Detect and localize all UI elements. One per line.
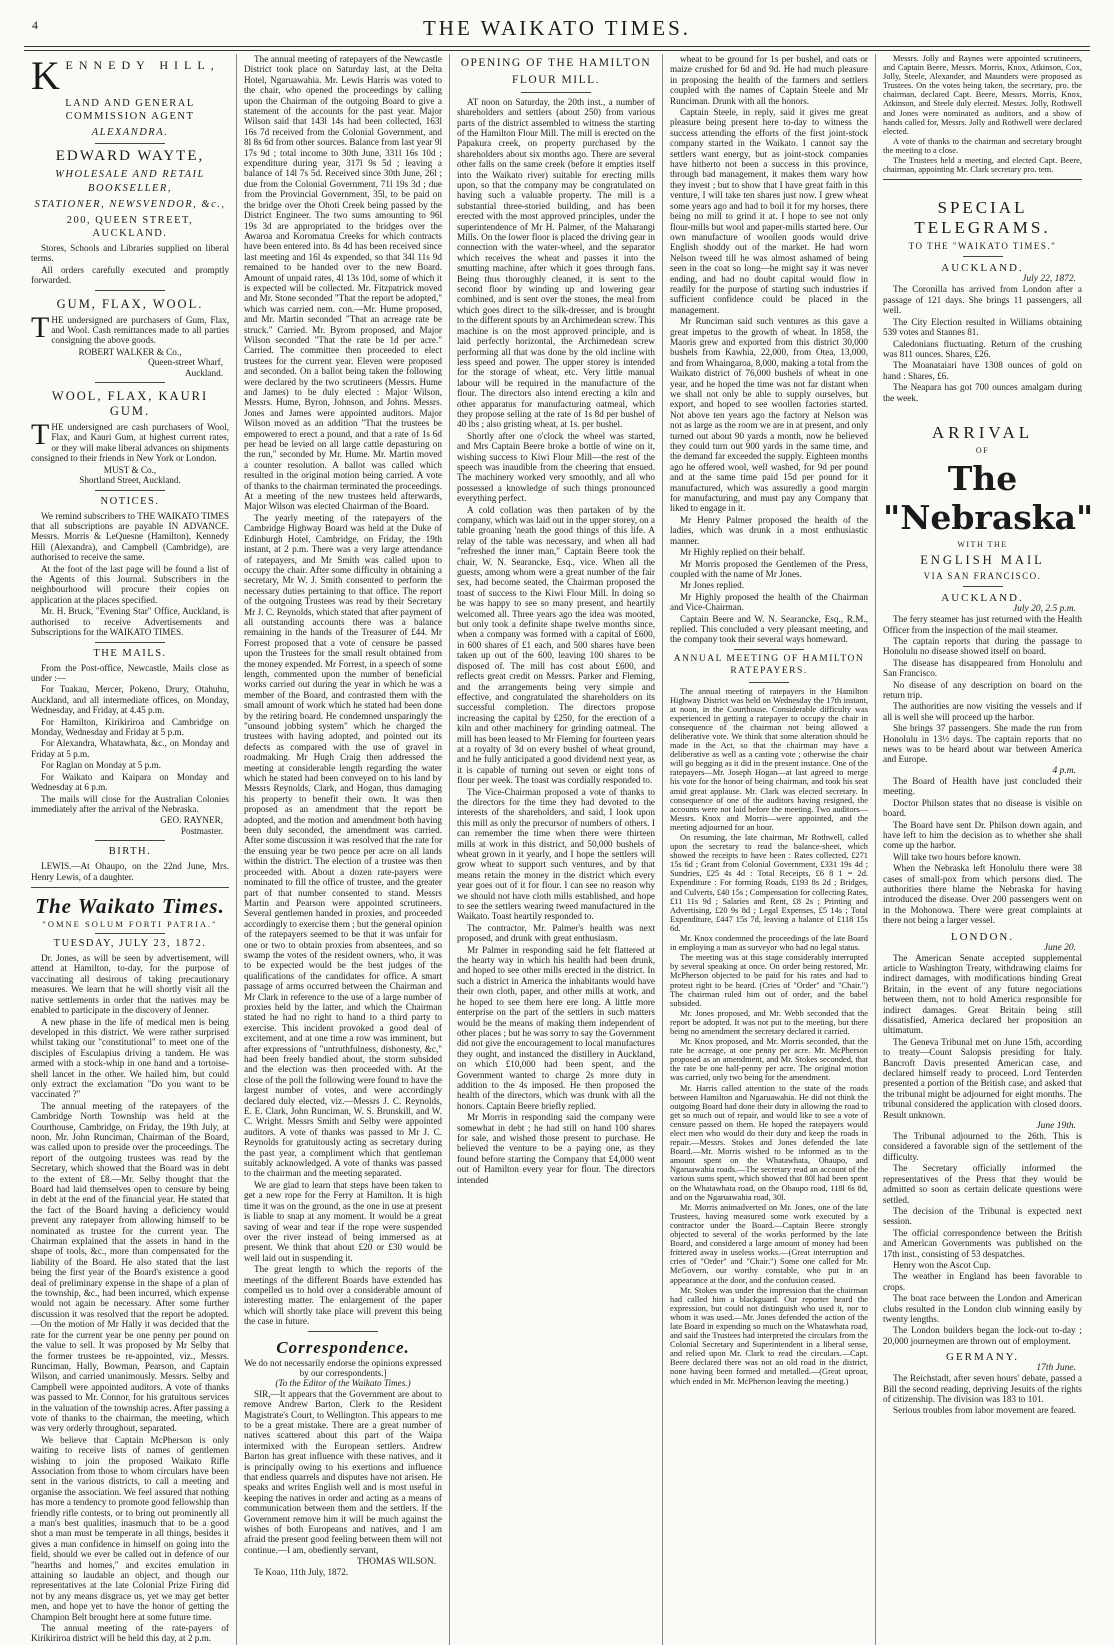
telegram-text: No disease of any description on board on the return trip. — [883, 679, 1082, 701]
nebraska-heading: The "Nebraska" — [883, 458, 1094, 537]
article-paragraph: Shortly after one o'clock the wheel was started, and Mrs Captain Beere broke a bottle of wine on it, wishing success to Kiwi Flour Mill—the rest of the speech was inaudible from the cheering that ensued. The machinery worked very smoothly, and all who possessed a knowledge of such things pronounced everything perfect. — [457, 430, 655, 504]
telegram-date: July 20, 2.5 p.m. — [1012, 604, 1076, 615]
telegram-text: Serious troubles from labor movement are feared. — [893, 1405, 1076, 1416]
article-paragraph: Captain Steele, in reply, said it gives me great pleasure being present here to-day to witness the success attending the efforts of the first joint-stock company started in the Waikato. I cannot say the settlers want energy, but as joint-stock companies have hitherto not been a success in this province, through bad management, it makes them wary how they invest ; but to show that I have great faith in this venture, I will take ten shares just now. I grew wheat some years ago and had to boil it for my horses, there being no mill to grind it at. I hope to see not only flour-mills but wool and paper-mills started here. Our own manufacture of woollen goods would drive English shoddy out of the market. He had worn Nelson tweed till he was almost ashamed of being seen in the coat so long—he might say it was never ending, and had no doubt capital would flow in readily for the purpose of starting such industries if sufficient confidence could be placed in the management. — [670, 107, 868, 315]
kennedy-hill-header: K ENNEDY HILL, — [31, 53, 220, 98]
mails-text: For Hamilton, Kirikiriroa and Cambridge on Monday, Wednesday and Friday at 5 p.m. — [31, 716, 229, 738]
wayte-line2: STATIONER, NEWSVENDOR, &c., — [34, 198, 226, 210]
telegram-text: The Secretary officially informed the representatives of the Press that they would be admitted so soon as certain delicate questions were settled. — [883, 1163, 1082, 1205]
correspondence-heading: Correspondence. — [276, 1337, 410, 1357]
telegram-date: June 19th. — [1036, 1121, 1076, 1132]
article-paragraph: The great length to which the reports of the meetings of the different Boards have extended has compelled us to hold over a considerable amount of interesting matter. The enlargement of the paper which will shortly take place will prevent this being the case in future. — [244, 1264, 442, 1327]
correspondence-note: (To the Editor of the Waikato Times.) — [275, 1378, 411, 1389]
masthead-rule — [24, 46, 1090, 47]
divider — [883, 179, 1082, 180]
mill-heading: OPENING OF THE HAMILTON — [460, 57, 652, 69]
article-paragraph: Mr Morris in responding said the company were somewhat in debt ; he had still on hand 100 shares for sale, and wished those present to purchase. He believed the venture to be a paying one, as they found before starting the Company that £4,000 went out of Hamilton every year for flour. The directors intended — [457, 1112, 655, 1185]
wayte-line3: 200, QUEEN STREET, AUCKLAND. — [66, 214, 194, 239]
telegram-place: AUCKLAND. — [941, 592, 1024, 605]
arrival-with: WITH THE — [957, 539, 1008, 549]
article-paragraph: The contractor, Mr. Palmer's health was next proposed, and drunk with great enthusiasm. — [457, 922, 655, 944]
wool-signature: MUST & Co., — [103, 464, 157, 475]
page-columns — [24, 53, 1094, 1644]
mails-signature: Postmaster. — [180, 825, 223, 836]
paper-motto: "OMNE SOLUM FORTI PATRIA." — [42, 919, 218, 930]
divider — [95, 490, 165, 491]
editorial-paragraph: We believe that Captain McPherson is only waiting to receive lists of names of gentlemen wishing to join the proposed Waikato Rifle Association from those to whom circulars have been sent in the various districts, to call a meeting and organise the association. We feel assured that nothing has more a tendency to promote good fellowship than friendly rifle contests, or to bring out prominently all a man's best qualities, inasmuch that to be a good shot a man must be temperate in all things, besides it gives a man confidence in himself on going into the field, should we ever be called out in defence of our "hearths and homes," and excites emulation in attaining so laudable an object, and though our representatives at the late Colonial Prize Firing did not by any means disgrace us, yet we may get better men, and hope yet to have the honor of getting the Champion Belt brought here at some future time. — [31, 1434, 229, 1622]
article-paragraph: We are glad to learn that steps have been taken to get a new rope for the Ferry at Hamilton. It is high time it was on the ground, as the one in use at present is liable to snap at any moment. It would be a great saving of wear and tear if the rope were suspended over the river instead of being immersed as at present. We think that about £20 or £30 would be well laid out in suspending it. — [244, 1179, 442, 1263]
meeting-paragraph: On resuming, the late chairman, Mr Rothwell, called upon the secretary to read the balance-sheet, which showed the receipts to have been : Rates collected, £271 15s 6d ; Grant from Colonial Government, £331 19s 4d ; Sundries, £25 4s 4d : Total Receipts, £6 8 1 = 2d. Expenditure : For forming Roads, £193 8s 2d ; Bridges, and Culverts, £40 15s ; Compensation for collecting Rates, £11 11s 9d ; Salaries and Rent, £8 2s ; Printing and Advertising, £20 9s 8d ; Legal Expenses, £5 14s ; Total Expenditure, £447 15s 7d, leaving a balance of £118 15s 6d. — [670, 833, 868, 933]
letter-text: SIR,—It appears that the Government are about to remove Andrew Barton, Clerk to the Resident Magistrate's Court, to Wellington. This appears to me to be a great mistake. There are a great number of natives scattered about this part of the Waipa intermixed with the European settlers. Andrew Barton has great influence with these natives, and it is principally owing to his exertions and influence that endless quarrels and disputes have not arisen. He speaks and writes English well and is most useful in keeping the natives in order and acting as a means of communication between them and the settlers. If the Government remove him it will be much against the wishes of both Europeans and natives, and I am afraid the present good feeling between them will not continue.—I am, obediently servant, — [244, 1388, 442, 1555]
correspondence-note: We do not necessarily endorse the opinions expressed by our correspondents.] — [244, 1357, 442, 1378]
notices-text: Mr. H. Bruck, "Evening Star" Office, Auckland, is authorised to receive Advertisements and Subscriptions for the WAIKATO TIMES. — [31, 606, 229, 638]
article-paragraph: Mr Henry Palmer proposed the health of the ladies, which was drunk in a most enthusiastic manner. — [670, 514, 868, 546]
wayte-name: EDWARD WAYTE, — [55, 148, 205, 165]
telegram-time: 4 p.m. — [1052, 765, 1076, 776]
paper-date: TUESDAY, JULY 23, 1872. — [53, 938, 207, 950]
divider — [963, 586, 1003, 587]
paper-title: The Waikato Times. — [35, 894, 225, 919]
meeting-paragraph: Mr. Stokes was under the impression that the chairman had called him a blackguard. Our reporter heard the expression, but could not distinguish who used it, nor to whom it was used.—Mr. Jones defended the action of the late Board in expending so much on the Whatawhata road, and said the Trustees had interpreted the circulars from the Colonial Secretary and Superintendent in a liberal sense, and relied upon Mr. Clark to read the circulars.—Capt. Beere declared there was not an old road in the district, none having been formed and metalled.—(Great uproar, which ended in Mr. McPherson leaving the meeting.) — [670, 1285, 868, 1386]
meeting-paragraph: Mr. Harris called attention to the state of the roads between Hamilton and Ngaruawahia. He did not think the outgoing Board had done their duty in allowing the road to get so much out of repair, and would like to see a vote of censure passed on them. He hoped the ratepayers would elect men who would do their duty and keep the roads in repair.—Messrs. Stokes and Jones defended the late Board.—Mr. Morris wished to be informed as to the amount spent on the Whatawhata, Ohaupo, and Ngaruawahia roads.—The secretary read an account of the various sums spent, which showed that 80l had been spent on the Whatawhata road, on the Ohaupo road, 118l 6s 8d, and on the Ngaruawahia road, 30l. — [670, 1083, 868, 1202]
column-3 — [450, 54, 663, 1645]
article-paragraph: Mr Palmer in responding said he felt flattered at the hearty way in which his health had been drunk, and hoped to see other mills erected in the district. In such a district in America the inhabitants would have their own cloth, paper, and other mills at work, and he hoped to see them here ere long. A little more enterprise on the part of the settlers in such matters would be the means of making them independent of other places ; but he was sorry to say the Government did not give the encouragement to local manufactures they ought, and instanced the distillery in Auckland, on which £10,000 had been spent, and the Government wanted to charge 2s more duty in addition to the 4s imposed. He then proposed the health of the directors, which was drunk with all the honors. Captain Beere briefly replied. — [457, 944, 655, 1111]
article-paragraph: The annual meeting of ratepayers of the Newcastle District took place on Saturday last, at the Delta Hotel, Ngaruawahia. Mr. Lewis Harris was voted to the chair, who opened the proceedings by calling upon the Chairman of the outgoing Board to give a statement of the accounts for the past year. Major Wilson said that 143l 14s had been collected, 163l 16s 7d received from the Colonial Government, and 8l 8s 6d from other sources. Balance from last year 9l 17s 9d ; total income to 30th June, 331l 16s 10d ; expenditure during year, 317l 9s 5d ; leaving a balance of 14l 7s 5d. Received since 30th June, 26l ; due from the Colonial Government, 71l 19s 3d ; due from the Provincial Government, 35l, to be paid on the bridge over the Ohoti Creek being passed by the District Engineer. The two sums amounting to 96l 19s 3d are appropriated to the bridges over the Awaroa and Koromatua Creeks for which contracts have been entered into. 8s 4d has been received since last meeting and 16l 4s expended, so that 34l 11s 9d remained to be handed over to the new Board. Amount of unpaid rates, 4l 13s 10d, some of which it is expected will be collected. Mr. Fitzpatrick moved and Mr. Stone seconded "That the report be adopted," which was carried nem. con.—Mr. Hume proposed, and Mr. Martin seconded "That an acreage rate be struck." Carried. Mr. Byrom proposed, and Major Wilson seconded "That the rate be 1d per acre." Carried. The committee then proceeded to elect trustees for the current year. Eleven were proposed and seconded. On a ballot being taken the following were declared by the two scrutineers (Messrs. Hume and James) to be duly elected : Major Wilson, Messrs. Hume, Byron, Johnson, and Johns. Messrs. Jones and James were appointed auditors. Major Wilson moved as an addition "That the trustees be empowered to erect a pound, and that a rate of 1s 6d per head be levied on all large cattle depasturing on the run," seconded by Mr. Hume. Mr. Martin moved a counter resolution. A ballot was called which resulted in the original motion being carried. A vote of thanks to the chairman terminated the proceedings. At a meeting of the new trustees held afterwards, Major Wilson was elected Chairman of the Board. — [244, 54, 442, 512]
mails-text: For Alexandra, Whatawhata, &c., on Monday and Friday at 5 p.m. — [31, 738, 229, 759]
mails-text: For Tuakau, Mercer, Pokeno, Drury, Otahuhu, Auckland, and all intermediate offices, on Monday, Wednesday, and Friday, at 4.45 p.m. — [31, 684, 229, 716]
telegram-text: The Coronilla has arrived from London after a passage of 121 days. She brings 11 passengers, all well. — [883, 284, 1082, 316]
mails-text: The mails will close for the Australian Colonies immediately after the arrival of the Nebraska. — [31, 793, 229, 814]
gum-heading: GUM, FLAX, WOOL. — [56, 296, 204, 311]
special-telegrams-sub: TO THE "WAIKATO TIMES." — [908, 241, 1057, 252]
article-paragraph: A cold collation was then partaken of by the company, which was laid out in the upper storey, on a table groaning 'neath the good things of this life. A relay of the table was necessary, and when all had "refreshed the inner man," Captain Beere took the chair, W. N. Searancke, Esq., vice. When all the guests, among whom were a great number of the fair sex, had become seated, the Chairman proposed the toast of success to the Kiwi Flour Mill. In doing so he was happy to see so many present, and heartily welcomed all. Three years ago the idea was mooted, but only took a definite shape twelve months since, when a company was formed with a capital of £600, in 600 shares of £1 each, and 500 shares have been taken up out of the 600, leaving 100 shares to be disposed of. The mill has cost about £600, and reflects great credit on Messrs. Parker and Fleming, and the arrangements being very simple and effective, and congratulated the shareholders on its successful completion. The directors propose increasing the capital by £250, for the erection of a kiln and other machinery for grinding oatmeal. The mill has been leased to Mr Fleming for fourteen years at a royalty of 3d on every bushel of wheat ground, and he fully anticipated a good dividend next year, as it is capable of turning out seven or eight tons of flour per week. The toast was cordially responded to. — [457, 504, 655, 786]
telegram-text: The Tribunal adjourned to the 26th. This is considered a favorable sign of the settlement of the difficulty. — [883, 1131, 1082, 1162]
mill-heading: FLOUR MILL. — [511, 74, 601, 87]
telegram-text: The Neapara has got 700 ounces amalgam during the week. — [883, 382, 1082, 403]
telegram-text: Will take two hours before known. — [893, 851, 1021, 862]
telegram-place: GERMANY. — [946, 1351, 1019, 1364]
divider — [95, 143, 165, 144]
letter-place: Te Koao, 11th July, 1872. — [254, 1566, 349, 1577]
meeting-paragraph: The Trustees held a meeting, and elected Capt. Beere, chairman, appointing Mr. Clark secretary pro. tem. — [883, 156, 1082, 175]
divider — [95, 933, 165, 934]
divider — [31, 887, 229, 888]
kennedy-sub: LAND AND GENERAL COMMISSION AGENT — [65, 98, 195, 123]
article-paragraph: Mr Runciman said such ventures as this gave a great impetus to the growth of wheat. In 1858, the Maoris grew and exported from this district 30,000 bushels from Kawhia, 22,000, from Otea, 13,000, and from Whaingaroa, 8,000, making a total from the Waikato district of 76,000 bushels of wheat in one year, and he hoped the time was not far distant when we shall not only be able to supply ourselves, but export, and hoped to see woollen factories started. Not above ten years ago the factory at Nelson was not as large as the room we are in at present, and only turned out about 90 yards a month, now he believed they could turn out 900 yards in the same time, and the demand far exceeded the supply. Eighteen months ago he offered wool, well washed, for 9d per pound and at the same time paid 15d per pound for it manufactured, which was assuredly a good margin for manufacturing, and must pay any Company that liked to engage in it. — [670, 316, 868, 514]
telegram-place: AUCKLAND. — [941, 262, 1024, 275]
telegram-text: The disease has disappeared from Honolulu and San Francisco. — [883, 657, 1082, 679]
divider — [521, 92, 591, 93]
telegram-text: The ferry steamer has just returned with the Health Officer from the inspection of the mail steamer. — [883, 614, 1082, 635]
article-paragraph: The Vice-Chairman proposed a vote of thanks to the directors for the time they had devoted to the interests of the shareholders, and said, I look upon this mill as only the precursor of numbers of others. I can remember the time when there were thirteen mills at work in this district, and 50,000 bushels of wheat grown in it yearly, and I hope the settlers will grow wheat to support such ventures, and by that means retain the money in the district which every year goes out of it for flour. I can see no reason why we should not have cloth mills established, and hope to see the settlers wearing tweed manufactured in the Waikato. Toast heartily responded to. — [457, 786, 655, 922]
meeting-paragraph: A vote of thanks to the chairman and secretary brought the meeting to a close. — [883, 136, 1082, 155]
mails-heading: THE MAILS. — [93, 647, 167, 659]
special-telegrams-heading: SPECIAL TELEGRAMS. — [914, 198, 1051, 238]
meeting-paragraph: Mr. Knox condemned the proceedings of the late Board in employing a man as surveyor who had no legal status. — [670, 934, 868, 953]
masthead-rule-thin — [24, 50, 1090, 51]
masthead: THE WAIKATO TIMES. — [422, 16, 692, 40]
meeting-paragraph: The meeting was at this stage considerably interrupted by several speaking at once. On order being restored, Mr. McPherson objected to be paid for his rates and had to protest right to be heard. (Cries of "Order" and "Chair.") The chairman ruled him out of order, and the babel subsided. — [670, 953, 868, 1008]
telegram-text: Caledonians fluctuating. Return of the crushing was 811 ounces. Shares, £26. — [883, 338, 1082, 359]
wool-heading: WOOL, FLAX, KAURI GUM. — [51, 389, 209, 419]
arrival-of: OF — [975, 445, 990, 455]
notices-heading: NOTICES. — [100, 495, 160, 507]
ratepayers-heading: ANNUAL MEETING OF HAMILTON RATEPAYERS. — [673, 653, 865, 676]
mails-signature: GEO. RAYNER, — [160, 815, 223, 826]
telegram-date: June 20. — [1043, 942, 1076, 953]
divider — [95, 840, 165, 841]
article-paragraph: Mr Highly proposed the health of the Chairman and Vice-Chairman. — [670, 591, 868, 613]
meeting-paragraph: Mr. Morris animadverted on Mr. Jones, one of the late Trustees, having measured some work executed by a contractor under the Board.—Captain Beere strongly objected to several of the works performed by the late Board, and considered a large amount of money had been frittered away in useless works.—(Great interruption and cries of "Order" and "Chair.") Some one called for Mr. McGovern, our worthy constable, who put in an appearance at the door, and the confusion ceased. — [670, 1202, 868, 1285]
meeting-paragraph: The annual meeting of ratepayers in the Hamilton Highway District was held on Wednesday the 17th instant, at noon, in the Courthouse. Considerable difficulty was experienced in getting a ratepayer to occupy the chair in consequence of the chairman not being allowed a deliberative vote. We think that some alteration should be made in the Act, so that the chairman may have a deliberative as well as a casting vote ; otherwise the chair will go begging as it did in the present instance. One of the ratepayers—Mr. Joseph Hogan—at last agreed to merge his vote for the honor of being chairman, and took his seat amid great applause. Mr. Clark was elected secretary. In consequence of one of the auditors having resigned, the accounts were not laid before the meeting. Two auditors—Messrs. Knox and Morris—were appointed, and the meeting adjourned for an hour. — [670, 686, 868, 832]
wool-signature: Shortland Street, Auckland. — [79, 475, 181, 486]
telegram-text: The weather in England has been favorable to crops. — [883, 1271, 1082, 1292]
wayte-line1: WHOLESALE AND RETAIL BOOKSELLER, — [55, 169, 205, 194]
telegram-text: The authorities are now visiting the vessels and if all is well she will proceed up the harbor. — [883, 701, 1082, 722]
divider — [95, 290, 165, 291]
editorial-paragraph: Dr. Jones, as will be seen by advertisement, will attend at Hamilton, to-day, for the purpose of vaccinating all desirous of taking precautionary measures. We learn that he will shortly visit all the native settlements in order that the natives may be enabled to participate in the discovery of Jenner. — [31, 953, 229, 1016]
column-4 — [663, 54, 876, 1645]
divider — [963, 256, 1003, 257]
telegram-date: 17th June. — [1036, 1363, 1076, 1374]
gum-signature: ROBERT WALKER & Co., — [78, 346, 182, 357]
divider — [95, 642, 165, 643]
telegram-text: The decision of the Tribunal is expected next session. — [883, 1205, 1082, 1227]
meeting-paragraph: Mr. Jones proposed, and Mr. Webb seconded that the report be adopted. It was not put to the meeting, but there being no amendment the secretary declared it carried. — [670, 1008, 868, 1036]
gum-signature: Auckland. — [184, 367, 223, 378]
wayte-text: Stores, Schools and Libraries supplied on liberal terms. — [31, 243, 229, 264]
telegram-text: When the Nebraska left Honolulu there were 38 cases of small-pox from which persons died. The authorities there blame the Nebraska for having introduced the disease. Over 200 passengers went on in the Mohonowa. There were great complaints at there not being a larger vessel. — [883, 863, 1082, 926]
mails-text: From the Post-office, Newcastle, Mails close as under :— — [31, 662, 229, 684]
telegram-text: The City Election resulted in Williams obtaining 539 votes and Stannes 81. — [883, 316, 1082, 338]
article-paragraph: The yearly meeting of the ratepayers of the Cambridge Highway Board was held at the Duke of Edinburgh Hotel, Cambridge, on Friday, the 19th instant, at 2 p.m. There was a very large attendance of ratepayers, and Mr Smith was called upon to occupy the chair. After some difficulty in obtaining a secretary, Mr W. J. Smith consented to perform the necessary duties pertaining to that office. The report of the outgoing Trustees was read by their Secretary Mr J. C. Reynolds, which stated that after payment of all outstanding accounts there was a balance remaining in the hands of the Treasurer of £44. Mr Forrest proposed that a vote of censure be passed upon the Trustees for the small result obtained from the money expended. Mr Forrest, in a speech of some length, commented upon the number of beneficial works carried out during the year in which he was a member of the Board, and contrasted them with the small amount of work which he stated had been done by the retiring board. He condemned unsparingly the "unsound jobbing system" which he charged the trustees with having adopted, and pointed out its defects as compared with the use of gravel in roadmaking. Mr Hugh Craig then addressed the meeting at considerable length regarding the water which he stated had been conveyed on to his land by Messrs Reynolds, Clark, and Hogan, thus damaging his property to benefit their own. It was then proposed as an amendment that the report be adopted, and the motion and amendment both having been duly seconded, the amendment was carried. After some discussion it was resolved that the rate for the ensuing year be two pence per acre on all lands within the district. The election of a trustee was then proceeded with. About a dozen rate-payers were nominated to fill the office of trustee, and the greater part of that number consented to stand. Messrs Martin and Pearson were appointed scrutineers. Several gentlemen handed in proxies, and proceeded accordingly to exercise them ; but the general opinion of the ratepayers seemed to be that it was unfair for one or two to obtain proxies from absentees, and so swamp the votes of the resident owners, who, it was to be expected would be the best judges of the qualifications of the candidates for office. A smart passage of arms occurred between the Chairman and Mr Clark in reference to the use of a large number of proxies held by the latter, and which the Chairman stated he had no right to hand to a third party to exercise. This incident provoked a good deal of excitement, and at one time a row was imminent, but after expressions of "untruthfulness, dishonesty, &c," had been freely bandied about, the storm subsided and the election was then proceeded with. At the close of the poll the following were found to have the largest number of votes, and were accordingly declared duly elected, viz.—Messrs J. C. Reynolds, E. E. Clark, John Runciman, W. S. Brunskill, and W. C. Wright. Messrs Smith and Selby were appointed auditors. A vote of thanks was passed to Mr J. C. Reynolds for gratuitously acting as secretary during the past year, a compliment which that gentleman suitably acknowledged. A vote of thanks was passed to the chairman and the meeting separated. — [244, 512, 442, 1179]
telegram-text: The London builders began the lock-out to-day ; 20,000 journeymen are thrown out of employment. — [883, 1325, 1082, 1346]
editorial-paragraph: The annual meeting of the rate-payers of Kirikiriroa district will be held this day, at 2 p.m. — [31, 1623, 229, 1644]
kennedy-place: ALEXANDRA. — [91, 127, 169, 139]
article-paragraph: Captain Beere and W. N. Searancke, Esq., R.M., replied. This concluded a very pleasant meeting, and the company took their several ways homeward. — [670, 613, 868, 645]
column-2 — [237, 54, 450, 1645]
column-5 — [876, 54, 1094, 1645]
mails-text: For Raglan on Monday at 5 p.m. — [41, 760, 161, 771]
via-san-francisco: VIA SAN FRANCISCO. — [923, 570, 1042, 581]
telegram-text: The Moanataiari have 1308 ounces of gold on hand : Shares, £6. — [883, 360, 1082, 381]
telegram-text: The American Senate accepted supplemental article to Washington Treaty, withdrawing claims for indirect damages, with modifications binding Great Britain, in the event of any future negociations between them, not to hold America responsible for indirect damages. Great Britain being still dissatisfied, America declared her proposition an ultimatum. — [883, 952, 1082, 1036]
article-paragraph: Mr Highly replied on their behalf. — [680, 547, 806, 558]
english-mail-heading: ENGLISH MAIL — [920, 552, 1045, 567]
editorial-paragraph: A new phase in the life of medical men is being developed in this district. We were rather surprised whilst taking our "constitutional" to meet one of the disciples of Esculapius driving a tandem. He was armed with a stock-whip in one hand and a tortoise-shell lancet in the other. We hailed him, but could only extract the exclamation "Do you want to be vaccinated ?" — [31, 1016, 229, 1100]
notices-text: At the foot of the last page will be found a list of the Agents of this Journal. Subscribers in the neighbourhood will procure their copies on application at the places specified. — [31, 563, 229, 605]
divider — [734, 649, 804, 650]
article-paragraph: Mr Morris proposed the Gentlemen of the Press, coupled with the name of Mr Jones. — [670, 558, 868, 579]
telegram-text: The captain reports that during the passage to Honolulu no disease showed itself on board. — [883, 636, 1082, 657]
wool-text: THE undersigned are cash purchasers of Wool, Flax, and Kauri Gum, at highest current rates, or they will make liberal advances on shipments consigned to their friends in New York or London. — [31, 418, 229, 464]
telegram-text: The Reichstadt, after seven hours' debate, passed a Bill the second reading, depriving Jesuits of the rights of citizenship. The division was 183 to 101. — [883, 1373, 1082, 1404]
notices-text: We remind subscribers to THE WAIKATO TIMES that all subscriptions are payable IN ADVANCE. Messrs. Morris & LeQuesne (Hamilton), Kennedy Hill (Alexandra), and Campbell (Cambridge), are authorised to receive the same. — [31, 510, 229, 563]
wayte-text: All orders carefully executed and promptly forwarded. — [31, 264, 229, 286]
meeting-paragraph: Mr. Knox proposed, and Mr. Morris seconded, that the rate be acreage, at one penny per acre. Mr. McPherson proposed as an amendment, and Mr. Stokes seconded, that the rate be one half-penny per acre. The original motion was carried, only two being for the amendment. — [670, 1037, 868, 1083]
telegram-text: The Geneva Tribunal met on June 15th, according to treaty—Count Salopsis presiding for Italy. Bancroft Davis presented American case, and declared himself ready to proceed. Lord Tenterden presented a portion of the British case, and asked that the tribunal might be adjourned for eight months. The tribunal considered the application with closed doors. Result unknown. — [883, 1036, 1082, 1120]
article-paragraph: AT noon on Saturday, the 20th inst., a number of shareholders and settlers (about 250) from various parts of the district assembled to witness the starting of the Hamilton Flour Mill. The mill is erected on the Papakura creek, on property purchased by the shareholders about six months ago. There are several other falls on the same creek (before it empties itself into the Waikato river) suitable for erecting mills upon, so that the company may be congratulated on having such a valuable property. The mill is a substantial three-storied building, and has been erected with the most approved principles, under the superintendence of Mr H. Palmer, of the Maharangi Mills. On the lower floor is placed the driving gear in connection with the water-wheel, and the separator which receives the wheat and passes it into the smutting machine, after which it goes through fans. Being thus thoroughly cleaned, it is sent to the second floor by winding up and lowering gear combined, and is sent over the stones, the meal from which goes direct to the silk-dresser, and is brought to the different spouts by an Archimedean screw. This machine is on the most approved principle, and is laid perfectly horizontal, the Archimedean screw performing all that was done by the old incline with less speed and power. The upper storey is intended for the storage of wheat, etc. Very little manual labour will be required in the manufacture of the flour. The directors also intend erecting a kiln and other apparatus for manufacturing oatmeal, which they propose selling at the rate of 1s 8d per bushel of 40 lbs ; also gristing wheat, at 1s. per bushel. — [457, 96, 655, 430]
column-1 — [24, 54, 237, 1645]
divider — [95, 382, 165, 383]
telegram-text: The Board have sent Dr. Philson down again, and have left to him the decision as to whether she shall come up the harbor. — [883, 819, 1082, 851]
meeting-paragraph: Messrs. Jolly and Raynes were appointed scrutineers, and Captain Beere, Messrs. Morris, Knox, Atkinson, Cox, Jolly, Steele, Alexander, and Maunders were proposed as Trustees. On the votes being taken, the secretary, pro. the chairman, declared Capt. Beere, Messrs. Morris, Knox, Atkinson, and Steele duly elected. Messrs. Jolly, Rothwell and Jones were nominated as auditors, and a show of hands called for, Messrs. Jolly and Rothwell were declared elected. — [883, 54, 1082, 136]
telegram-text: Henry won the Ascot Cup. — [893, 1259, 991, 1270]
article-paragraph: wheat to be ground for 1s per bushel, and oats or maize crushed for 6d and 9d. He had much pleasure in proposing the health of the farmers and settlers coupled with the names of Captain Steele and Mr Runciman. Drunk with all the honors. — [670, 54, 868, 106]
arrival-heading: ARRIVAL — [931, 422, 1034, 442]
telegram-text: The official correspondence between the British and American Governments was published on the 17th inst., consisting of 53 despatches. — [883, 1227, 1082, 1259]
birth-heading: BIRTH. — [108, 846, 152, 858]
telegram-text: The Board of Health have just concluded their meeting. — [883, 775, 1082, 797]
telegram-text: She brings 37 passengers. She made the run from Honolulu in 13½ days. The captain reports that no news was to be heard about war between America and Europe. — [883, 723, 1082, 765]
letter-signature: THOMAS WILSON. — [357, 1556, 436, 1567]
telegram-place: LONDON. — [950, 930, 1015, 943]
editorial-paragraph: The annual meeting of the ratepayers of the Cambridge North Township was held at the Courthouse, Cambridge, on Friday, the 19th July, at noon. Mr. John Runciman, Chairman of the Board, was called upon to preside over the proceedings. The report of the outgoing trustees was read by the Secretary, which showed that the Board was in debt to the extent of £8.—Mr. Selby thought that the Board had laid themselves open to censure by being in debt at the end of the financial year. He stated that the fact of the Board having a deficiency would prevent any ratepayer from allowing himself to be nominated as trustee for the current year. The Chairman explained that the assets in hand in the shape of tools, &c., more than compensated for the liability of the Board. He also stated that the last being the first year of the Board's existence a good deal of preliminary expense in the shape of a plan of the township, &c., had been incurred, which expense would not again be necessary. After some further discussion it was resolved that the report be adopted. —On the motion of Mr Hally it was decided that the rate for the current year be one penny per pound on the value to sell. It was proposed by Mr Selby that the former trustees be re-appointed, viz., Messrs. Runciman, Hally, Bowman, Pearson, and Captain Wilson, and carried unanimously. Messrs. Selby and Campbell were appointed auditors. A vote of thanks was passed to Mr. Connor, for his gratuitous services in the valuation of the township acres. After passing a vote of thanks to the chairman, the meeting, which was very orderly throughout, separated. — [31, 1100, 229, 1434]
telegram-text: The boat race between the London and American clubs resulted in the London club winning easily by twenty lengths. — [883, 1293, 1082, 1324]
mails-text: For Waikato and Kaipara on Monday and Wednesday at 6 p.m. — [31, 771, 229, 793]
gum-signature: Queen-street Wharf, — [148, 357, 223, 368]
birth-text: LEWIS.—At Ohaupo, on the 22nd June, Mrs. Henry Lewis, of a daughter. — [31, 861, 229, 882]
page-number: 4 — [32, 18, 38, 32]
telegram-text: Doctor Philson states that no disease is visible on board. — [883, 797, 1082, 819]
divider — [308, 1331, 378, 1332]
divider — [749, 682, 789, 683]
gum-text: THE undersigned are purchasers of Gum, Flax, and Wool. Cash remittances made to all parties consigning the above goods. — [31, 310, 229, 346]
telegram-date: July 22, 1872. — [1022, 274, 1076, 285]
article-paragraph: Mr Jones replied. — [680, 580, 745, 591]
